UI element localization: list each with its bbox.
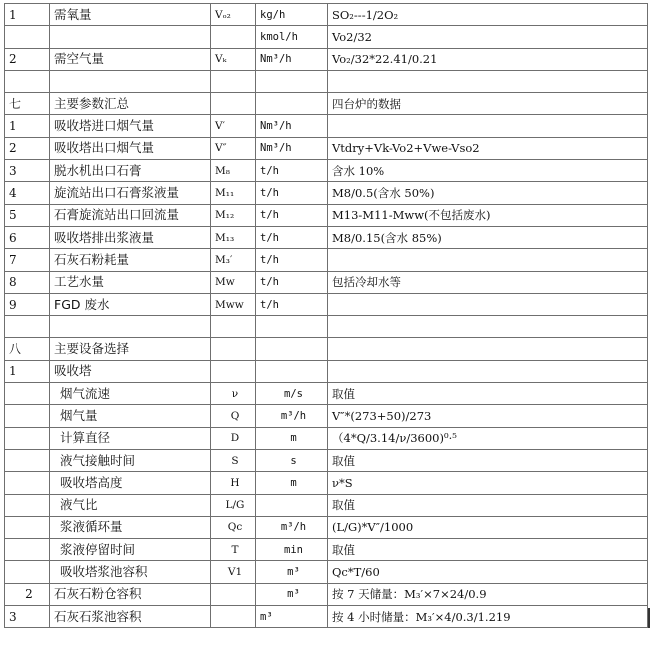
item-name-cell: 主要参数汇总 (50, 93, 211, 115)
row-number-cell (5, 70, 50, 92)
unit-cell (256, 494, 328, 516)
unit-cell: t/h (256, 249, 328, 271)
value-cell: Qc*T/60 (328, 561, 648, 583)
unit-cell: m/s (256, 383, 328, 405)
symbol-cell: M₈ (211, 160, 256, 182)
row-number-cell: 8 (5, 271, 50, 293)
table-row (5, 427, 648, 449)
item-name-cell: 旋流站出口石膏浆液量 (50, 182, 211, 204)
value-cell (328, 360, 648, 382)
symbol-cell (211, 70, 256, 92)
unit-cell: m (256, 472, 328, 494)
symbol-cell (211, 360, 256, 382)
item-name-cell: 液气比 (50, 494, 211, 516)
item-name-cell (50, 26, 211, 48)
item-name-cell: 液气接触时间 (50, 449, 211, 471)
item-name-cell: 吸收塔高度 (50, 472, 211, 494)
value-cell: SO₂---1/2O₂ (328, 4, 648, 26)
item-name-cell: 吸收塔浆池容积 (50, 561, 211, 583)
symbol-cell: T (211, 539, 256, 561)
value-cell: 含水 10% (328, 160, 648, 182)
symbol-cell: V1 (211, 561, 256, 583)
row-number-cell: 1 (5, 115, 50, 137)
item-name-cell (50, 70, 211, 92)
unit-cell (256, 360, 328, 382)
row-number-cell (5, 472, 50, 494)
unit-cell (256, 316, 328, 338)
item-name-cell: 浆液循环量 (50, 516, 211, 538)
item-name-cell: 吸收塔出口烟气量 (50, 137, 211, 159)
unit-cell: t/h (256, 226, 328, 248)
row-number-cell: 2 (5, 583, 50, 605)
row-number-cell: 2 (5, 137, 50, 159)
value-cell (328, 293, 648, 315)
row-number-cell: 3 (5, 160, 50, 182)
table-row (5, 539, 648, 561)
symbol-cell: M₃′ (211, 249, 256, 271)
table-row (5, 204, 648, 226)
value-cell: (L/G)*V″/1000 (328, 516, 648, 538)
item-name-cell: 需氧量 (50, 4, 211, 26)
table-row (5, 516, 648, 538)
table-row (5, 583, 648, 605)
item-name-cell: 主要设备选择 (50, 338, 211, 360)
symbol-cell (211, 583, 256, 605)
value-cell (328, 115, 648, 137)
unit-cell (256, 70, 328, 92)
table-row (5, 494, 648, 516)
unit-cell: min (256, 539, 328, 561)
unit-cell (256, 338, 328, 360)
unit-cell: m (256, 427, 328, 449)
item-name-cell: 吸收塔排出浆液量 (50, 226, 211, 248)
unit-cell: Nm³/h (256, 137, 328, 159)
symbol-cell: D (211, 427, 256, 449)
row-number-cell: 2 (5, 48, 50, 70)
value-cell: M8/0.5(含水 50%) (328, 182, 648, 204)
item-name-cell: 石灰石粉耗量 (50, 249, 211, 271)
row-number-cell: 七 (5, 93, 50, 115)
symbol-cell: V″ (211, 137, 256, 159)
item-name-cell: 石灰石浆池容积 (50, 606, 211, 628)
symbol-cell (211, 93, 256, 115)
row-number-cell (5, 516, 50, 538)
table-row (5, 93, 648, 115)
unit-cell: Nm³/h (256, 48, 328, 70)
row-number-cell: 1 (5, 360, 50, 382)
symbol-cell: ν (211, 383, 256, 405)
table-row (5, 561, 648, 583)
row-number-cell: 3 (5, 606, 50, 628)
table-row (5, 449, 648, 471)
value-cell (328, 70, 648, 92)
value-cell: M8/0.15(含水 85%) (328, 226, 648, 248)
table-row (5, 316, 648, 338)
item-name-cell: 石膏旋流站出口回流量 (50, 204, 211, 226)
table-row (5, 226, 648, 248)
unit-cell: m³ (256, 606, 328, 628)
value-cell (328, 338, 648, 360)
table-row (5, 271, 648, 293)
row-number-cell: 9 (5, 293, 50, 315)
symbol-cell (211, 338, 256, 360)
value-cell: 取值 (328, 539, 648, 561)
unit-cell: t/h (256, 271, 328, 293)
unit-cell: Nm³/h (256, 115, 328, 137)
table-row (5, 249, 648, 271)
symbol-cell (211, 26, 256, 48)
value-cell: 取值 (328, 449, 648, 471)
symbol-cell: L/G (211, 494, 256, 516)
value-cell: 四台炉的数据 (328, 93, 648, 115)
unit-cell: m³/h (256, 405, 328, 427)
unit-cell: kmol/h (256, 26, 328, 48)
table-row (5, 293, 648, 315)
table-row (5, 182, 648, 204)
row-number-cell: 5 (5, 204, 50, 226)
item-name-cell: 浆液停留时间 (50, 539, 211, 561)
row-number-cell (5, 405, 50, 427)
symbol-cell: Mww (211, 293, 256, 315)
symbol-cell: M₁₁ (211, 182, 256, 204)
unit-cell: t/h (256, 293, 328, 315)
item-name-cell: 需空气量 (50, 48, 211, 70)
symbol-cell: Qc (211, 516, 256, 538)
item-name-cell: 脱水机出口石膏 (50, 160, 211, 182)
row-number-cell: 4 (5, 182, 50, 204)
value-cell: Vtdry+Vk-Vo2+Vwe-Vso2 (328, 137, 648, 159)
value-cell: （4*Q/3.14/ν/3600)⁰·⁵ (328, 427, 648, 449)
table-row (5, 383, 648, 405)
symbol-cell: S (211, 449, 256, 471)
row-number-cell: 八 (5, 338, 50, 360)
table-row (5, 606, 648, 628)
unit-cell: m³ (256, 561, 328, 583)
value-cell (328, 316, 648, 338)
row-number-cell (5, 316, 50, 338)
item-name-cell: 吸收塔进口烟气量 (50, 115, 211, 137)
table-row (5, 360, 648, 382)
unit-cell: m³ (256, 583, 328, 605)
symbol-cell (211, 316, 256, 338)
value-cell: 按 4 小时储量：M₃′×4/0.3/1.219 (328, 606, 648, 628)
row-number-cell: 6 (5, 226, 50, 248)
value-cell (328, 249, 648, 271)
symbol-cell: Mw (211, 271, 256, 293)
unit-cell: kg/h (256, 4, 328, 26)
symbol-cell: M₁₂ (211, 204, 256, 226)
table-row (5, 48, 648, 70)
table-row (5, 160, 648, 182)
page-edge-mark (648, 608, 652, 628)
row-number-cell (5, 383, 50, 405)
table-row (5, 26, 648, 48)
symbol-cell (211, 606, 256, 628)
item-name-cell: FGD 废水 (50, 293, 211, 315)
table-row (5, 137, 648, 159)
table-row (5, 472, 648, 494)
table-row (5, 405, 648, 427)
value-cell: 按 7 天储量：M₃′×7×24/0.9 (328, 583, 648, 605)
value-cell: V″*(273+50)/273 (328, 405, 648, 427)
unit-cell: m³/h (256, 516, 328, 538)
row-number-cell (5, 26, 50, 48)
unit-cell: t/h (256, 160, 328, 182)
value-cell: Vo2/32 (328, 26, 648, 48)
item-name-cell: 工艺水量 (50, 271, 211, 293)
table-row (5, 70, 648, 92)
symbol-cell: Vₒ₂ (211, 4, 256, 26)
parameter-table (4, 3, 648, 628)
row-number-cell (5, 561, 50, 583)
row-number-cell: 7 (5, 249, 50, 271)
item-name-cell: 石灰石粉仓容积 (50, 583, 211, 605)
item-name-cell: 吸收塔 (50, 360, 211, 382)
item-name-cell: 烟气量 (50, 405, 211, 427)
symbol-cell: Q (211, 405, 256, 427)
unit-cell: t/h (256, 204, 328, 226)
table-row (5, 338, 648, 360)
value-cell: 取值 (328, 383, 648, 405)
value-cell: 取值 (328, 494, 648, 516)
row-number-cell (5, 449, 50, 471)
row-number-cell: 1 (5, 4, 50, 26)
symbol-cell: H (211, 472, 256, 494)
symbol-cell: V′ (211, 115, 256, 137)
row-number-cell (5, 494, 50, 516)
symbol-cell: M₁₃ (211, 226, 256, 248)
table-row (5, 4, 648, 26)
item-name-cell: 烟气流速 (50, 383, 211, 405)
item-name-cell (50, 316, 211, 338)
symbol-cell: Vₖ (211, 48, 256, 70)
table-row (5, 115, 648, 137)
row-number-cell (5, 427, 50, 449)
value-cell: Vo₂/32*22.41/0.21 (328, 48, 648, 70)
value-cell: 包括冷却水等 (328, 271, 648, 293)
value-cell: ν*S (328, 472, 648, 494)
row-number-cell (5, 539, 50, 561)
unit-cell: s (256, 449, 328, 471)
value-cell: M13-M11-Mww(不包括废水) (328, 204, 648, 226)
unit-cell: t/h (256, 182, 328, 204)
unit-cell (256, 93, 328, 115)
item-name-cell: 计算直径 (50, 427, 211, 449)
